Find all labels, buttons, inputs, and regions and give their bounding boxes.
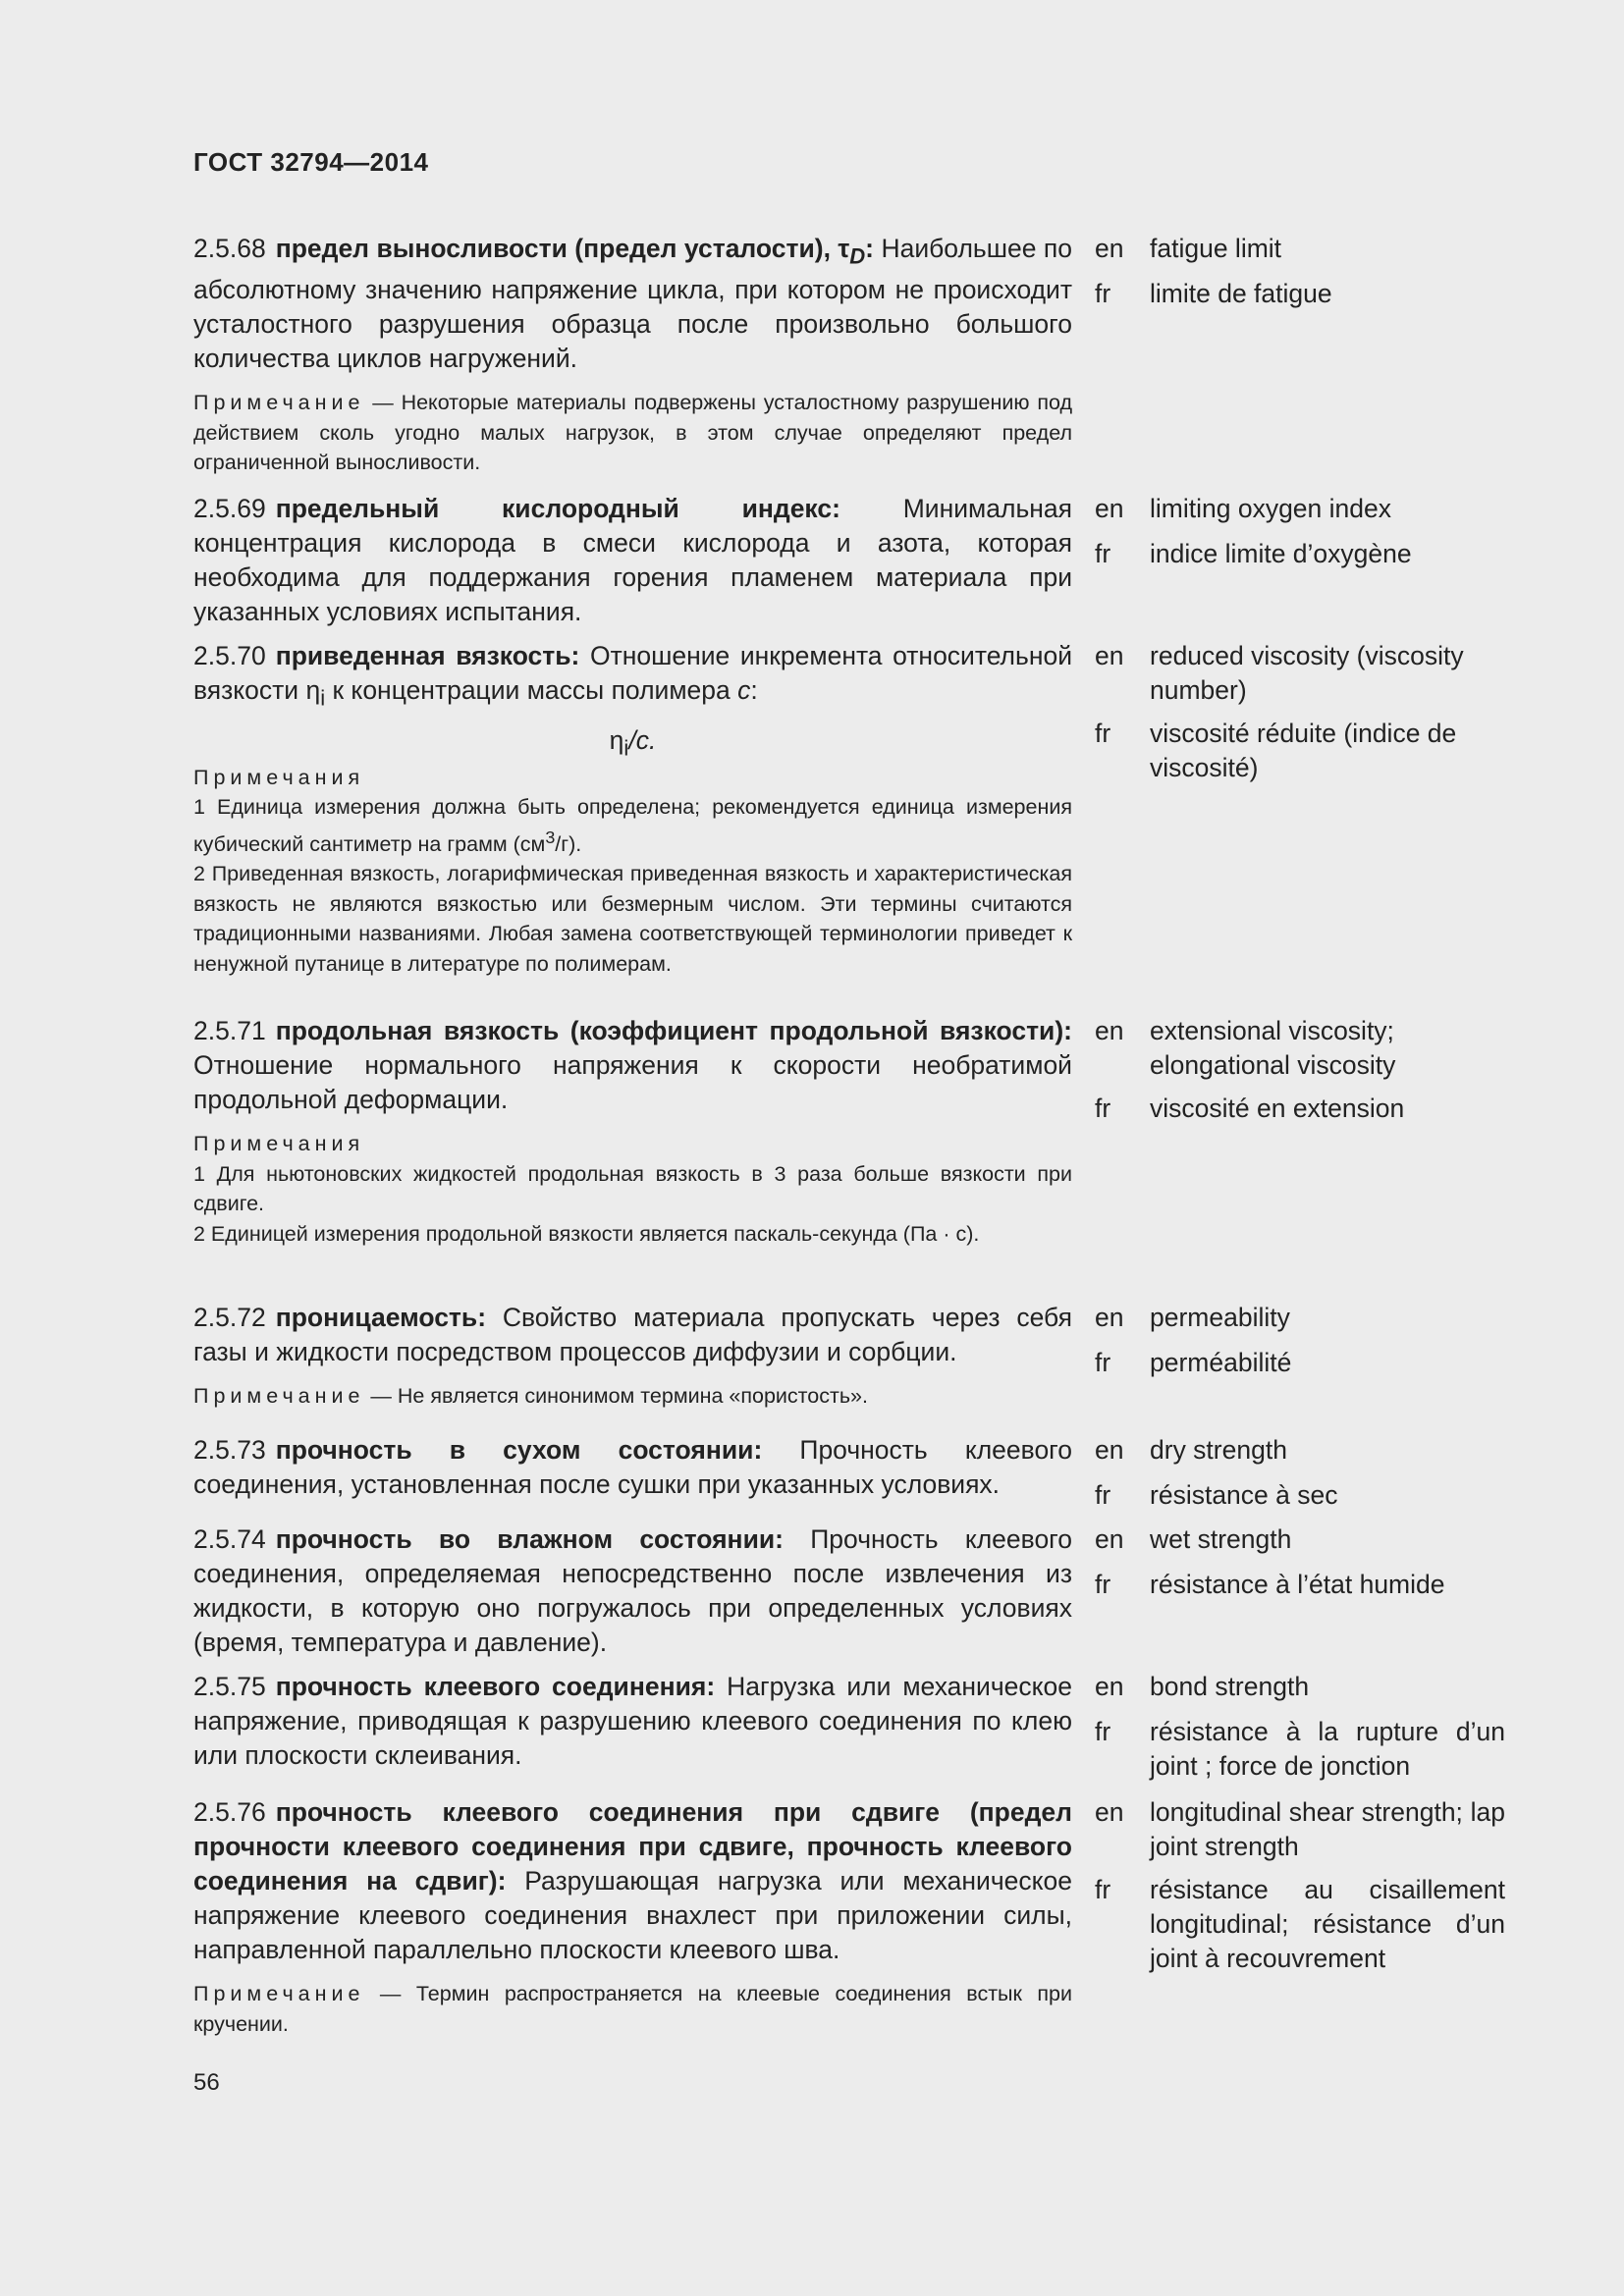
term-body xyxy=(193,232,1072,478)
lang-fr: fr xyxy=(1095,1480,1111,1510)
lang-fr: fr xyxy=(1095,1094,1111,1123)
term-definition: Отношение нормального напряжения к скорости необратимой продольной деформации. xyxy=(193,1050,1072,1114)
formula-rest: /c. xyxy=(628,725,657,756)
translation-fr: résistance au cisaillement longitudinal; résistance d’un joint à recouvrement xyxy=(1150,1875,1505,1973)
lang-en: en xyxy=(1095,1303,1124,1332)
term-definition: Прочность клеевого соединения, определяемая непосредственно после извлечения из жидкости, в которую оно погружалось при определенных условиях (время, температура и давление). xyxy=(193,1524,1072,1657)
lang-en: en xyxy=(1095,1797,1124,1827)
lang-en: en xyxy=(1095,641,1124,670)
note-item-2: 2 Единицей измерения продольной вязкости является паскаль-секунда (Па · с). xyxy=(193,1221,980,1246)
term-name: прочность в сухом состоянии: xyxy=(275,1435,763,1465)
lang-en: en xyxy=(1095,1016,1124,1045)
translations xyxy=(1095,639,1505,796)
translation-en: reduced viscosity (viscosity number) xyxy=(1150,641,1464,705)
page-number: 56 xyxy=(193,2069,220,2096)
term-definition: Отношение инкремента относительной вязкости η xyxy=(193,641,1073,705)
lang-fr: fr xyxy=(1095,539,1111,568)
document-header: ГОСТ 32794—2014 xyxy=(193,147,429,177)
note-item-1-text: 1 Единица измерения должна быть определена; рекомендуется единица измерения кубический сантиметр на грамм (см xyxy=(193,795,1072,856)
note-item-1-sup: 3 xyxy=(545,827,556,847)
term-name: прочность клеевого соединения: xyxy=(275,1672,716,1701)
term-note xyxy=(193,388,1072,478)
term-name: проницаемость: xyxy=(275,1303,487,1332)
translations xyxy=(1095,492,1505,582)
translation-fr: perméabilité xyxy=(1150,1348,1292,1377)
lang-fr: fr xyxy=(1095,1570,1111,1599)
translation-fr: viscosité réduite (indice de viscosité) xyxy=(1150,719,1457,782)
term-definition: Свойство материала пропускать через себя газы и жидкости посредством процессов диффузии и сорбции. xyxy=(193,1303,1072,1366)
translations xyxy=(1095,232,1505,322)
term-body xyxy=(193,1522,1072,1660)
term-name: предельный кислородный индекс: xyxy=(275,494,840,523)
lang-en: en xyxy=(1095,494,1124,523)
term-note xyxy=(193,1129,1072,1249)
term-name: приведенная вязкость: xyxy=(275,641,580,670)
note-text: — Не является синонимом термина «пористость». xyxy=(364,1384,868,1408)
term-name: продольная вязкость (коэффициент продольной вязкости): xyxy=(275,1016,1072,1045)
term-definition: Наибольшее по абсолютному значению напряжение цикла, при котором не происходит усталостного разрушения образца после произвольно большого количества циклов нагружений. xyxy=(193,234,1072,374)
term-definition: Минимальная концентрация кислорода в смеси кислорода и азота, которая необходима для поддержания горения пламенем материала при указанных условиях испытания. xyxy=(193,494,1072,626)
translation-fr: limite de fatigue xyxy=(1150,279,1332,308)
formula-subscript: i xyxy=(623,735,629,761)
note-item-1-end: /г). xyxy=(555,831,582,856)
term-number: 2.5.68 xyxy=(193,234,266,263)
term-separator: : xyxy=(865,234,874,263)
term-number: 2.5.74 xyxy=(193,1524,266,1554)
term-body xyxy=(193,492,1072,629)
translations xyxy=(1095,1433,1505,1523)
translation-en: longitudinal shear strength; lap joint strength xyxy=(1150,1797,1505,1861)
term-note xyxy=(193,1381,1072,1412)
formula-eta: η xyxy=(609,725,624,756)
lang-fr: fr xyxy=(1095,279,1111,308)
term-body xyxy=(193,1795,1072,2039)
translation-en: wet strength xyxy=(1150,1524,1292,1554)
lang-en: en xyxy=(1095,1524,1124,1554)
eta-subscript: i xyxy=(320,685,326,711)
translation-en: fatigue limit xyxy=(1150,234,1282,263)
translations xyxy=(1095,1670,1505,1794)
translation-fr: résistance à l’état humide xyxy=(1150,1570,1445,1599)
lang-en: en xyxy=(1095,1435,1124,1465)
note-item-2: 2 Приведенная вязкость, логарифмическая приведенная вязкость и характеристическая вязкость не являются вязкостью или безмерным числом. Эти термины считаются традиционными названиями. Любая замена соответствующей терминологии приведет к ненужной путанице в литературе по полимерам. xyxy=(193,862,1072,976)
term-subscript: D xyxy=(849,243,866,269)
translation-fr: viscosité en extension xyxy=(1150,1094,1405,1123)
term-number: 2.5.69 xyxy=(193,494,266,523)
term-body xyxy=(193,1014,1072,1249)
lang-fr: fr xyxy=(1095,1348,1111,1377)
formula xyxy=(193,721,1072,768)
term-number: 2.5.71 xyxy=(193,1016,266,1045)
lang-en: en xyxy=(1095,1672,1124,1701)
note-item-1: 1 Для ньютоновских жидкостей продольная вязкость в 3 раза больше вязкости при сдвиге. xyxy=(193,1161,1072,1215)
lang-fr: fr xyxy=(1095,719,1111,748)
term-body xyxy=(193,639,1072,979)
translations xyxy=(1095,1795,1505,1987)
lang-fr: fr xyxy=(1095,1717,1111,1746)
note-title: Примечания xyxy=(193,1132,365,1155)
translation-en: extensional viscosity; elongational viscosity xyxy=(1150,1016,1396,1080)
translation-en: dry strength xyxy=(1150,1435,1287,1465)
translation-fr: résistance à la rupture d’un joint ; force de jonction xyxy=(1150,1717,1505,1781)
term-number: 2.5.72 xyxy=(193,1303,266,1332)
term-number: 2.5.75 xyxy=(193,1672,266,1701)
note-title: Примечание xyxy=(193,1384,365,1408)
term-name: прочность клеевого соединения при сдвиге (предел прочности клеевого соединения при сдвиге, прочность клеевого соединения на сдвиг): xyxy=(193,1797,1072,1896)
lang-fr: fr xyxy=(1095,1875,1111,1904)
translation-en: limiting oxygen index xyxy=(1150,494,1391,523)
translation-en: permeability xyxy=(1150,1303,1290,1332)
note-title: Примечания xyxy=(193,765,365,789)
term-number: 2.5.76 xyxy=(193,1797,266,1827)
translation-fr: résistance à sec xyxy=(1150,1480,1338,1510)
term-name: предел выносливости (предел усталости), τ xyxy=(275,234,850,263)
term-definition: Прочность клеевого соединения, установленная после сушки при указанных условиях. xyxy=(193,1435,1073,1499)
term-definition: Разрушающая нагрузка или механическое напряжение клеевого соединения внахлест при приложении силы, направленной параллельно плоскости клеевого шва. xyxy=(193,1866,1072,1964)
term-body xyxy=(193,1433,1072,1502)
translation-fr: indice limite d’oxygène xyxy=(1150,539,1412,568)
term-definition-cont: к концентрации массы полимера xyxy=(325,675,738,705)
note-title: Примечание xyxy=(193,1982,365,2005)
translations xyxy=(1095,1301,1505,1391)
translations xyxy=(1095,1522,1505,1613)
note-item-1 xyxy=(193,792,1072,859)
term-note xyxy=(193,1979,1072,2039)
variable-c: c xyxy=(737,675,751,705)
term-note xyxy=(193,763,1072,980)
term-definition: Нагрузка или механическое напряжение, приводящая к разрушению клеевого соединения по клею или плоскости склеивания. xyxy=(193,1672,1072,1770)
term-number: 2.5.70 xyxy=(193,641,266,670)
term-body xyxy=(193,1670,1072,1773)
translation-en: bond strength xyxy=(1150,1672,1310,1701)
term-definition-end: : xyxy=(750,675,758,705)
note-text: — Некоторые материалы подвержены усталостному разрушению под действием сколь угодно малых нагрузок, в этом случае определяют предел ограниченной выносливости. xyxy=(193,391,1072,475)
note-title: Примечание xyxy=(193,391,365,415)
note-text: — Термин распространяется на клеевые соединения встык при кручении. xyxy=(193,1982,1072,2036)
term-name: прочность во влажном состоянии: xyxy=(275,1524,784,1554)
translations xyxy=(1095,1014,1505,1137)
term-body xyxy=(193,1301,1072,1412)
term-number: 2.5.73 xyxy=(193,1435,266,1465)
lang-en: en xyxy=(1095,234,1124,263)
